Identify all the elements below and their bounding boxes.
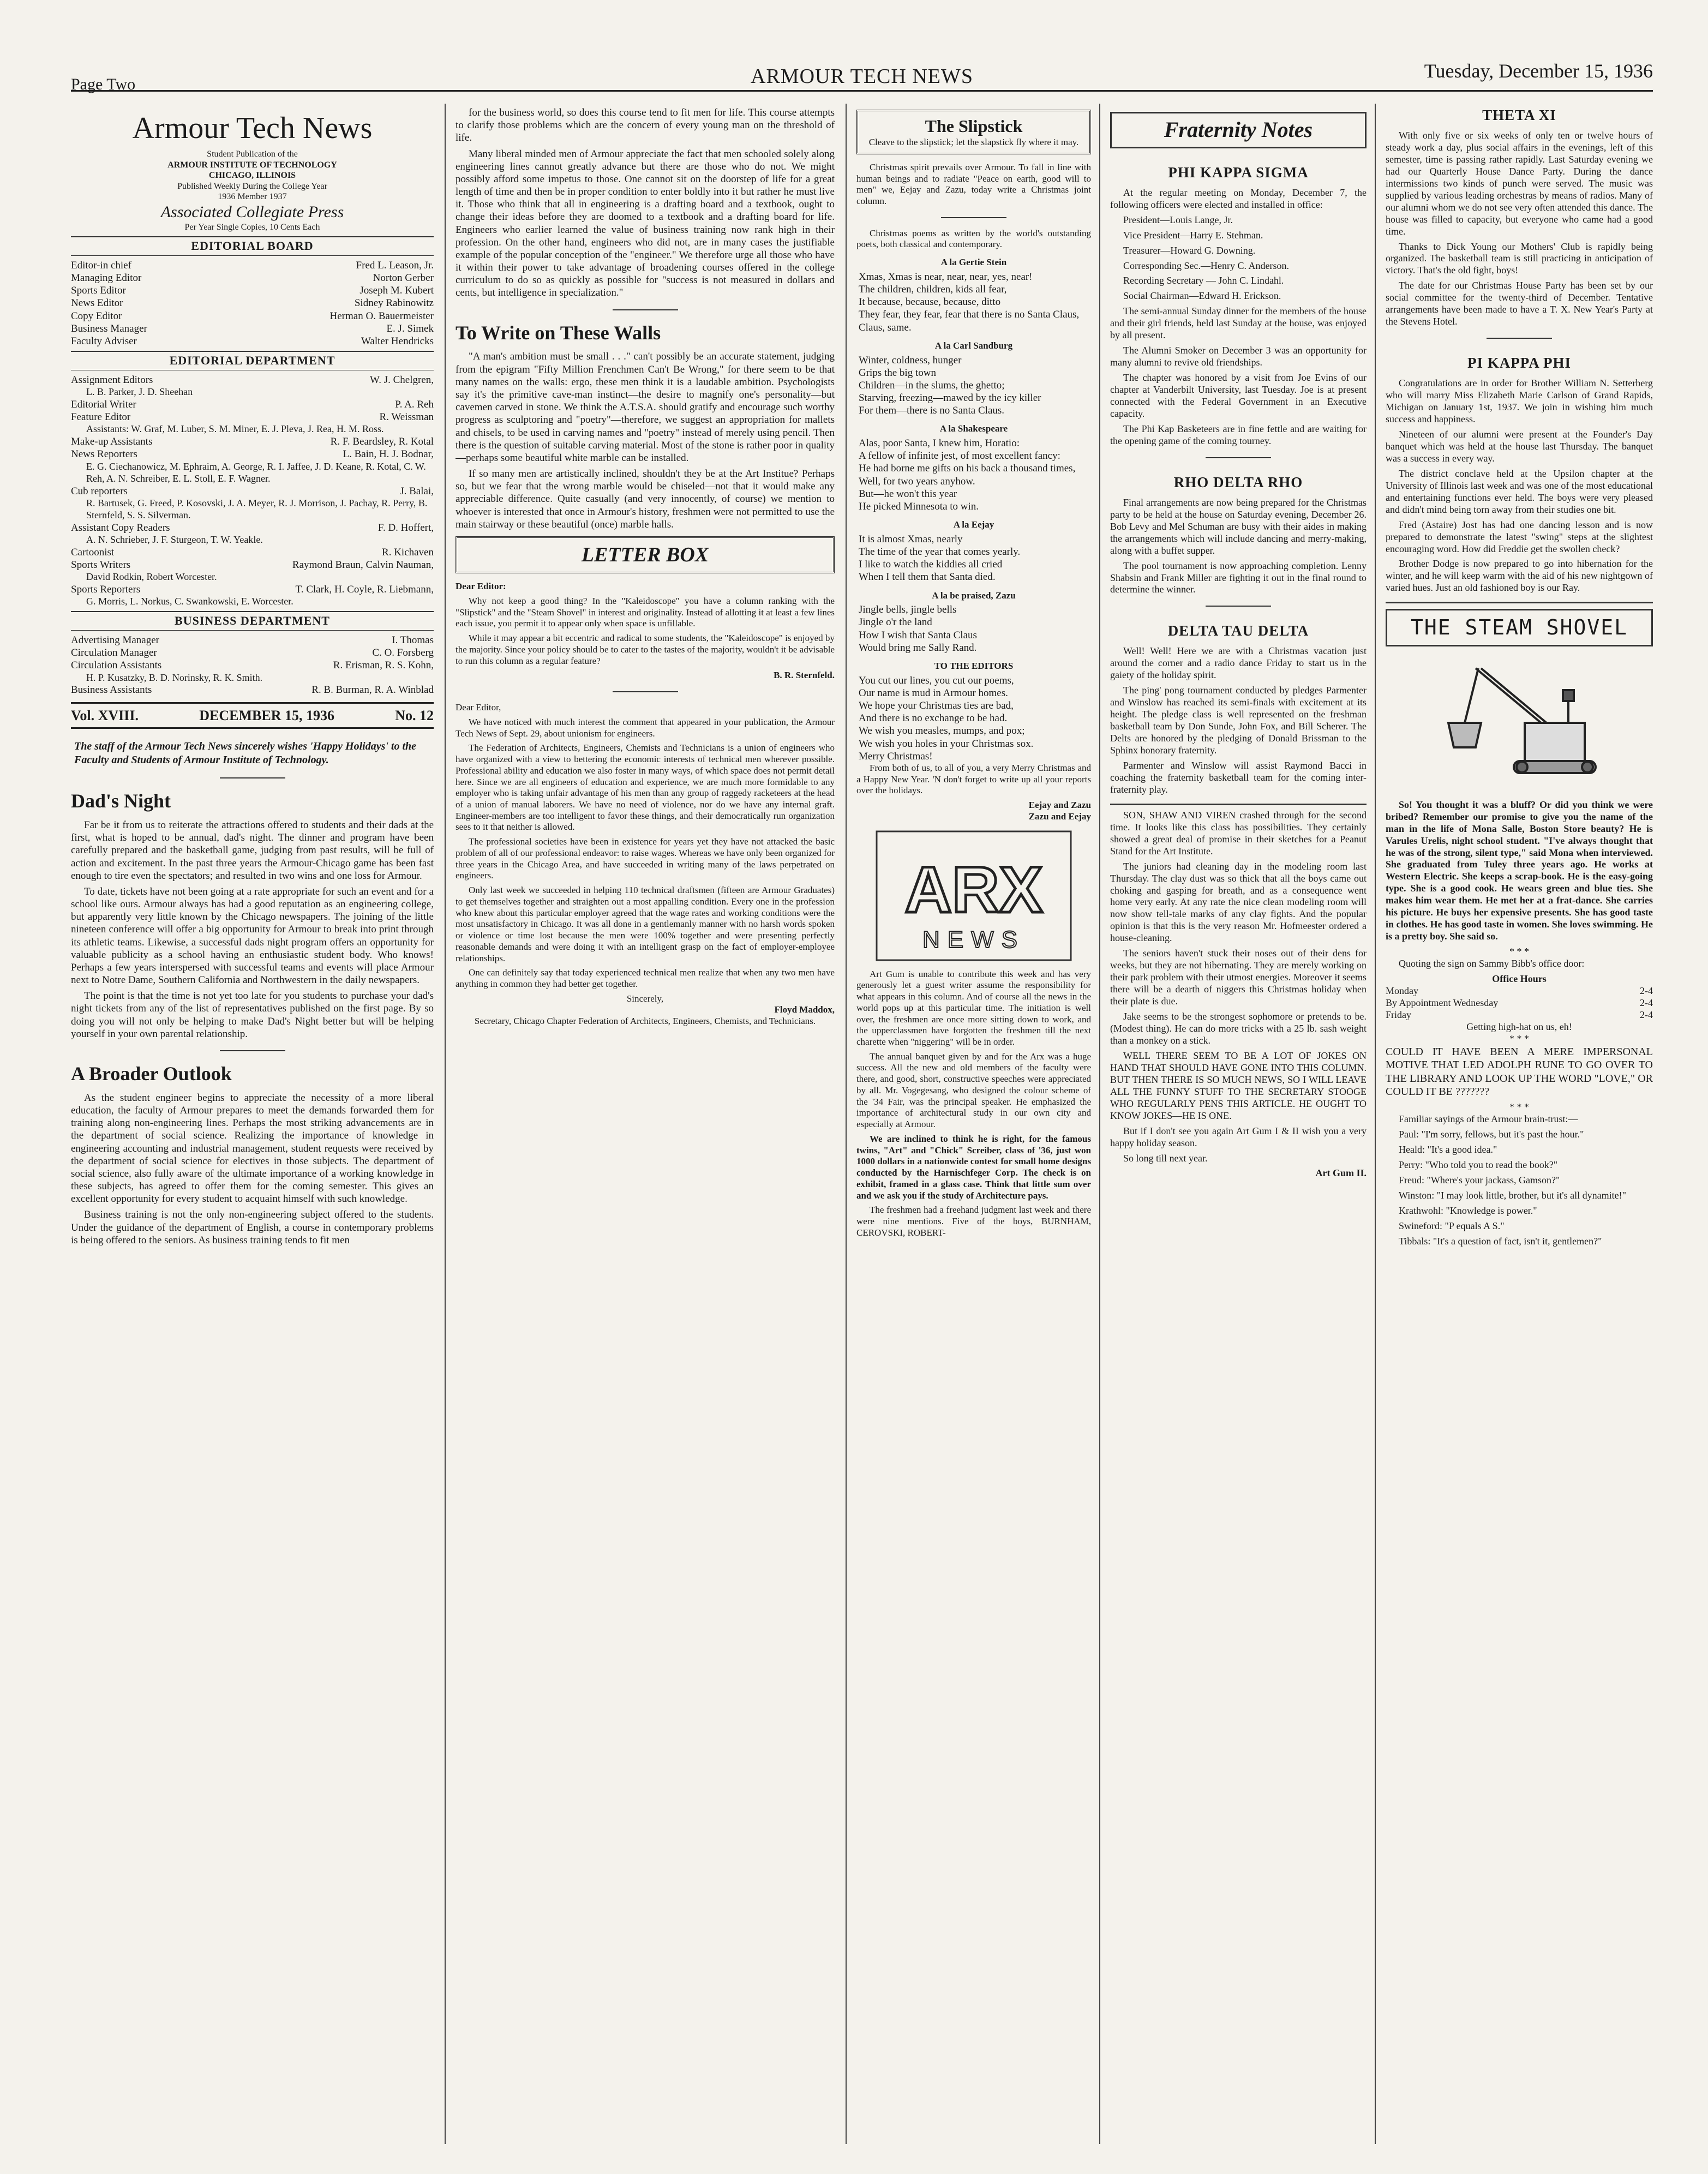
theta-xi-body (1386, 130, 1653, 328)
divider (613, 691, 678, 692)
paragraph: If so many men are artistically inclined, shouldn't they be at the Art Institue? Perhaps so, but we fear that the wrong marble would be chiseled—not that it would make any appreciable difference. Quite casually (and very innocently, of course) we mention to whoever is interested that once in Armour's history, freshmen were not permitted to use the main stairway or these beautiful (once) marble halls. (456, 468, 835, 530)
paragraph: Only last week we succeeded in helping 110 technical draftsmen (fifteen are Armour Graduates) to get themselves together and straighten out a most appalling condition. Every one in the profession who knew about this particular employer agreed that the wage rates and working conditions were the most unsatisfactory in Chicago. It was all done in a gentlemanly manner with no harsh words spoken or violence or time lost because the men were 100% together and were presenting perfectly reasonable demands and were doing it with an intelligent grasp on the fact of employer-employee relationships. (456, 885, 835, 963)
staff-name: R. B. Burman, R. A. Winblad (311, 684, 434, 696)
issue-number: No. 12 (395, 707, 434, 723)
paragraph: SON, SHAW AND VIREN crashed through for the second time. It looks like this class has possibilities. They certainly showed a great deal of promise in their sketches for a Peanut Stand for the Art Institute. (1110, 809, 1367, 857)
delta-tau-delta-body (1110, 645, 1367, 795)
paragraph: Far be it from us to reiterate the attractions offered to students and their dads at the first, what is hoped to be annual, dad's night. The dinner and program have been carefully prepared and the basketball game, judging from past results, will be full of action and excitement. In the past three years the Armour-Chicago game has been fast enough to tire even the spectators; and resulted in two wins and one loss for Armour. (71, 819, 434, 882)
high-hat-line: Getting high-hat on us, eh! (1466, 1021, 1572, 1032)
staff-role: News Reporters (71, 448, 137, 460)
staff-row (71, 684, 434, 696)
paragraph: The Phi Kap Basketeers are in fine fettle and are waiting for the opening game of the coming tourney. (1110, 423, 1367, 446)
staff-role: Managing Editor (71, 272, 142, 284)
section-divider (1386, 602, 1653, 603)
paragraph: The Alumni Smoker on December 3 was an opportunity for many alumni to revive old friendships. (1110, 345, 1367, 368)
masthead-line: ARMOUR INSTITUTE OF TECHNOLOGY (167, 160, 337, 170)
staff-row (71, 435, 434, 448)
staff-row (71, 259, 434, 272)
staff-name: R. Erisman, R. S. Kohn, (333, 660, 434, 672)
staff-name: F. D. Hoffert, (377, 522, 434, 534)
paragraph: The date for our Christmas House Party has been set by our social committee for the twenty-third of December. Tentative arrangements have been made to have a T. X. New Year's Party at the Stevens Hotel. (1386, 280, 1653, 327)
arx-body (856, 969, 1091, 1130)
staff-name: Fred L. Leason, Jr. (356, 259, 434, 271)
letter-salutation: Dear Editor: (456, 581, 506, 592)
office-hours-row (1386, 997, 1653, 1009)
poem-heading: A la Gertie Stein (940, 257, 1007, 268)
poem-text: You cut our lines, you cut our poems, Our name is mud in Armour homes. We hope your Christmas ties are bad, And there is no exchange to be had. We wish you measles, mumps, and pox; We wish you holes in your Christmas sox. Merry Christmas! (859, 674, 1034, 762)
staff-row (71, 546, 434, 559)
column-rule (846, 104, 847, 2144)
staff-row (71, 634, 434, 646)
broader-outlook-title: A Broader Outlook (71, 1062, 232, 1085)
staff-extra: Assistants: W. Graf, M. Luber, S. M. Miner, E. J. Pleva, J. Rea, H. M. Ross. (86, 423, 384, 435)
masthead (71, 110, 434, 233)
theta-xi-title: THETA XI (1482, 107, 1556, 123)
paragraph: The district conclave held at the Upsilon chapter at the University of Illinois last week and was one of the most educational and entertaining functions ever held. The boys were very pleased and didn't mind being torn away from their studies one bit. (1386, 468, 1653, 515)
masthead-line: Student Publication of the (207, 149, 298, 159)
divider (941, 217, 1006, 218)
saying: Swineford: "P equals A S." (1399, 1220, 1505, 1231)
column-4 (1110, 106, 1367, 2147)
section-stars: * * * (1509, 946, 1529, 957)
paragraph: Recording Secretary — John C. Lindahl. (1123, 275, 1284, 286)
paragraph: Vice President—Harry E. Stehman. (1123, 229, 1263, 241)
office-hours-day: Monday (1386, 985, 1418, 996)
staff-role: Business Assistants (71, 684, 152, 696)
volume-date: DECEMBER 15, 1936 (199, 707, 334, 723)
arx-logo-subtext: NEWS (922, 926, 1025, 953)
letter-1 (456, 596, 835, 667)
arx-last-paragraph: The freshmen had a freehand judgment last week and there were nine mentions. Five of the boys, BURNHAM, CEROVSKI, ROBERT- (856, 1205, 1091, 1238)
paragraph: Nineteen of our alumni were present at the Founder's Day banquet which was held at the house last Thursday. The banquet was a success in every way. (1386, 428, 1653, 464)
poem-heading: A la Shakespeare (939, 423, 1008, 434)
staff-name: R. F. Beardsley, R. Kotal (330, 436, 434, 448)
staff-row (71, 272, 434, 284)
staff-extra: R. Bartusek, G. Freed, P. Kosovski, J. A. Meyer, R. J. Morrison, J. Pachay, R. Perry, B. Sternfeld, S. S. Silverman. (86, 497, 428, 520)
paragraph: Parmenter and Winslow will assist Raymond Bacci in coaching the fraternity basketball team for the coming inter-fraternity play. (1110, 759, 1367, 795)
paragraph: Corresponding Sec.—Henry C. Anderson. (1123, 260, 1289, 271)
divider (1206, 457, 1271, 458)
paragraph: Why not keep a good thing? In the "Kaleidoscope" you have a column ranking with the "Slipstick" and the "Steam Shovel" in interest and originality. Instead of allotting it at least a few lines each issue, you permit it to appear only when space is unfillable. (456, 595, 835, 629)
steam-shovel-illustration (1432, 652, 1607, 794)
sayings-list (1386, 1129, 1653, 1248)
staff-role: Business Manager (71, 322, 147, 334)
delta-tau-delta-title: DELTA TAU DELTA (1167, 622, 1309, 639)
staff-extra: A. N. Schrieber, J. F. Sturgeon, T. W. Yeakle. (86, 534, 263, 545)
paragraph: To date, tickets have not been going at a rate appropriate for such an event and for a school like ours. Armour always has had a good reputation as an engineering college, but apparently very little known by the Chicago newspapers. The joining of the little nineteen conference will offer a big opportunity for Armour to break into print through its athletic teams. Likewise, a successful dads night program offers an opportunity for valuable publicity as a school having an enthusiastic student body. Who knows! Perhaps a few years interspersed with successful teams and events will place Armour next to Notre Dame, Southern California and Northwestern in the daily newspapers. (71, 885, 434, 986)
phi-kappa-sigma-body (1110, 187, 1367, 447)
rho-delta-rho-title: RHO DELTA RHO (1173, 474, 1303, 490)
poem-text: Alas, poor Santa, I knew him, Horatio: A fellow of infinite jest, of most excellent fancy: He had borne me gifts on his back a thousand times, Well, for two years anyhow. But—he won't this year He picked Minnesota to win. (859, 438, 1076, 512)
staff-name: P. A. Reh (395, 398, 434, 410)
paragraph: The juniors had cleaning day in the modeling room last Thursday. The clay dust was so thick that all the boys came out choking and gasping for breath, and as a consequence went home very early. At any rate the nice clean modeling room will now show tell-tale marks of any clay fights. And the popular opinion is that this is the very reason Mr. Hofmeester ordered a house-cleaning. (1110, 860, 1367, 944)
office-hours-day: By Appointment Wednesday (1386, 997, 1499, 1008)
slipstick-outro: From both of us, to all of you, a very Merry Christmas and a Happy New Year. 'N don't forget to write up all your reports over the holidays. (856, 762, 1091, 796)
paragraph: At the regular meeting on Monday, December 7, the following officers were elected and installed in office: (1110, 187, 1367, 210)
staff-row (71, 284, 434, 297)
paragraph: The ping' pong tournament conducted by pledges Parmenter and Winslow has reached its semi-finals with excitement at its height. The pledge class is well represented on the freshman basketball team by Don Sunde, John Fox, and Bill Scherer. The Delts are honored by the pledging of Donald Brissman to the Sphinx honorary fraternity. (1110, 685, 1367, 756)
staff-name: Sidney Rabinowitz (354, 297, 434, 309)
staff-row (71, 297, 434, 309)
arx-news-logo (876, 830, 1072, 961)
staff-extra: E. G. Ciechanowicz, M. Ephraim, A. George, R. I. Jaffee, J. D. Keane, R. Kotal, C. W. Reh, A. N. Schreiber, E. L. Stoll, E. F. Wagner. (86, 460, 426, 484)
staff-role: Circulation Manager (71, 647, 157, 659)
fraternity-notes-title: Fraternity Notes (1110, 112, 1367, 148)
poem-text: Xmas, Xmas is near, near, near, yes, near! The children, children, kids all fear, It because, because, because, ditto They fear, they fear, fear that there is no Santa Claus, Claus, same. (859, 271, 1080, 333)
arx-continued (1110, 810, 1367, 1165)
paragraph: Social Chairman—Edward H. Erickson. (1123, 290, 1281, 302)
column-1 (71, 106, 434, 2147)
paragraph: for the business world, so does this course tend to fit men for life. This course attempts to clarify those problems which are the concern of every young man on the threshold of life. (456, 107, 835, 144)
paragraph: The seniors haven't stuck their noses out of their dens for weeks, but they are not hibernating. They are merely working on their park problem with their utmost energies. Moreover it seems there will be a dearth of niggers this Christmas holiday when their plate is due. (1110, 948, 1367, 1007)
poem-heading: TO THE EDITORS (934, 660, 1014, 671)
paragraph: Final arrangements are now being prepared for the Christmas party to be held at the house on Saturday evening, December 26. Bob Levy and Mel Schuman are busy with their aides in making the arrangements which will include dancing and merry-making, along with a buffet supper. (1110, 496, 1367, 556)
paragraph: The semi-annual Sunday dinner for the members of the house and their girl friends, held last Sunday at the house, was enjoyed by all present. (1110, 306, 1367, 341)
rho-delta-rho-body (1110, 497, 1367, 596)
staff-extra: David Rodkin, Robert Worcester. (86, 571, 217, 583)
page-header (71, 52, 1653, 92)
saying: Perry: "Who told you to read the book?" (1399, 1159, 1558, 1171)
saying: Krathwohl: "Knowledge is power." (1399, 1205, 1537, 1216)
paragraph: One can definitely say that today experienced technical men realize that when any two men have anything in common they had better get together. (456, 967, 835, 990)
letter-2 (456, 717, 835, 990)
office-hours-time: 2-4 (1640, 997, 1653, 1008)
staff-role: Make-up Assistants (71, 436, 153, 448)
staff-row (71, 448, 434, 460)
staff-row (71, 411, 434, 423)
paragraph: Jake seems to be the strongest sophomore or pretends to be. (Modest thing). He can do more tricks with a 25 lb. sash weight than a monkey on a stick. (1110, 1011, 1367, 1046)
paragraph: The annual banquet given by and for the Arx was a huge success. All the new and old members of the faculty were there, and good, short, constructive speeches were appreciated by all. Mr. Vogegesang, who designed the colour scheme of the '34 Fair, was the principal speaker. He emphasized the importance of architectural study in our own city and especially at Armour. (856, 1051, 1091, 1130)
walls-title: To Write on These Walls (456, 321, 661, 344)
paragraph: But if I don't see you again Art Gum I & II wish you a very happy holiday season. (1110, 1125, 1367, 1148)
newspaper-page (71, 52, 1653, 2147)
office-hours-row (1386, 985, 1653, 997)
divider (613, 309, 678, 310)
masthead-line: Published Weekly During the College Year (177, 181, 327, 191)
saying: Winston: "I may look little, brother, but it's all dynamite!" (1399, 1190, 1626, 1201)
staff-role: News Editor (71, 297, 123, 309)
section-stars: * * * (1509, 1101, 1529, 1113)
staff-name: J. Balai, (400, 485, 434, 497)
pi-kappa-phi-title: PI KAPPA PHI (1467, 355, 1571, 372)
section-stars: * * * (1509, 1033, 1529, 1044)
sign-intro: Quoting the sign on Sammy Bibb's office door: (1399, 958, 1585, 969)
paragraph: Well! Well! Here we are with a Christmas vacation just around the corner and a radio dance Friday to start us in the gaiety of the holiday spirit. (1110, 645, 1367, 681)
paragraph: Thanks to Dick Young our Mothers' Club is rapidly being organized. The basketball team is still practicing in anticipation of victory. That's the old fight, boys! (1386, 241, 1653, 276)
caps-paragraph: COULD IT HAVE BEEN A MERE IMPERSONAL MOTIVE THAT LED ADOLPH RUNE TO GO OVER TO THE LIBRARY AND LOOK UP THE WORD "LOVE," OR COULD IT BE ??????? (1386, 1045, 1653, 1098)
staff-role: Circulation Assistants (71, 660, 162, 672)
paragraph: Brother Dodge is now prepared to go into hibernation for the winter, and he will keep warm with the aid of his new nightgown of varied hues. Just an old fashioned boy is our Ray. (1386, 558, 1653, 594)
dads-night-body (71, 819, 434, 1040)
press-logo: Associated Collegiate Press (160, 202, 344, 221)
staff-role: Cub reporters (71, 485, 128, 497)
staff-name: E. J. Simek (386, 322, 434, 334)
staff-role: Copy Editor (71, 310, 122, 322)
masthead-line: CHICAGO, ILLINOIS (208, 171, 296, 181)
masthead-title: Armour Tech News (132, 111, 373, 145)
column-5 (1386, 106, 1653, 2147)
staff-name: Walter Hendricks (361, 335, 434, 347)
poem-heading: A la be praised, Zazu (932, 590, 1016, 601)
slipstick-poems (856, 257, 1091, 763)
poem-text: Winter, coldness, hunger Grips the big town Children—in the slums, the ghetto; Starving, freezing—mawed by the icy killer For them—there is no Santa Claus. (859, 354, 1041, 417)
staff-row (71, 559, 434, 571)
divider (220, 1050, 285, 1051)
staff-row (71, 398, 434, 411)
slipstick-title: The Slipstick (925, 116, 1023, 136)
paragraph: Fred (Astaire) Jost has had one dancing lesson and is now prepared to demonstrate the latest "swing" steps at the slightest encouraging word. How did Freddie get the swollen check? (1386, 519, 1653, 554)
saying: Heald: "It's a good idea." (1399, 1144, 1497, 1155)
business-department-heading: BUSINESS DEPARTMENT (71, 611, 434, 631)
staff-name: Herman O. Bauermeister (329, 310, 434, 322)
slipstick-header (856, 110, 1091, 154)
poem-text: It is almost Xmas, nearly The time of the year that comes yearly. I like to watch the kiddies all cried When I tell them that Santa died. (859, 533, 1021, 583)
arx-logo-text: ARX (904, 853, 1043, 926)
staff-row (71, 322, 434, 335)
pi-kappa-phi-body (1386, 378, 1653, 594)
staff-name: R. Kichaven (382, 546, 434, 558)
letter-box-body (456, 581, 835, 1027)
poem-heading: A la Eejay (953, 519, 994, 530)
paragraph: While it may appear a bit eccentric and radical to some students, the "Kaleidoscope" is enjoyed by the majority. Since your policy should be to cater to the tastes of the majority, wouldn't it be advisable to run this column as a regular feature? (456, 633, 835, 666)
staff-name: Norton Gerber (373, 272, 434, 284)
paragraph: The chapter was honored by a visit from Joe Evins of our chapter at Vanderbilt University, last Tuesday. Joe is at present connected with the Federal Government in an Executive capacity. (1110, 372, 1367, 419)
paragraph: The Federation of Architects, Engineers, Chemists and Technicians is a union of engineers who have organized with a view to bettering the economic interests of technical men wherever possible. Professional ability and education we also foster in many ways, of which space does not permit detail here. Since we are all engineers of education and experience, we are much more formidable to any employer who is taking unfair advantage of his men than any group of raggedy racketeers at the head of a union of manual laborers. We have no need of violence, nor do we have any internal graft. Engineer-members are too intelligent to favor these things, and their democratically run organization sees to it that neither is allowed. (456, 742, 835, 833)
paragraph: With only five or six weeks of only ten or twelve hours of steady work a day, plus social affairs in the evenings, left of this semester, time is passing rather rapidly. Last Saturday evening we had our Quarterly House Dance Party. During the dance intermissions two kinds of punch were served. The music was supplied by various leading orchestras by means of radios. Many of our alumni whom we do not see very often attended this dance. The house was filled to capacity, but everyone who came had a good time. (1386, 129, 1653, 237)
arx-bold-paragraph: We are inclined to think he is right, for the famous twins, "Art" and "Chick" Screiber, class of '36, just won 1000 dollars in a nationwide contest for small home designs conducted by the Harnischfeger Corp. The check is on exhibit, framed in a glass case. Think that little sum over and we ask you if the study of Architecture pays. (856, 1133, 1091, 1201)
phi-kappa-sigma-title: PHI KAPPA SIGMA (1168, 164, 1309, 181)
page-number: Page Two (71, 75, 136, 93)
staff-name: R. Weissman (379, 411, 434, 423)
column-rule (1099, 104, 1100, 2144)
staff-name: T. Clark, H. Coyle, R. Liebmann, (295, 584, 434, 596)
paragraph: "A man's ambition must be small . . ." can't possibly be an accurate statement, judging from the epigram "Fifty Million Frenchmen Can't Be Wrong," for there seem to be that many names on the walls: ergo, these men think it is a laudable ambition. Psychologists say it's the primitive cave-man instinct—the desire to magnify one's personality—but cavemen carved in stone. We think the A.T.S.A. should gratify and encourage such worthy progress as sculptoring and "poetry"—therefore, we suggest an appropriation for mallets and chisels, to be used in carving names and "poetry" instead of merely using pencil. Then there is the question of suitable carving material. Most of the stone is rather poor in quality—perhaps some beautiful white marble can be installed. (456, 351, 835, 464)
steam-shovel-bold-paragraph: So! You thought it was a bluff? Or did you think we were bribed? Remember our promise to give you the name of the man in the life of Mona Salle, Boston Store beauty? He is Varules Urelis, night school student. "I've always thought that he was of the strong, silent type," said Mona when interviewed. She graduated from Tuley three years ago. He works at Western Electric. She keeps a scrap-book. He is the easy-going type. She is a good cook. He wears green and blue ties. She makes him wear them. He met her at a frat-dance. She carries his picture. He buys her expensive presents. She has good taste in clothes. He has good taste in women. She loves swimming. He is a pretty boy. She said so. (1386, 799, 1653, 942)
volume: Vol. XVIII. (71, 707, 139, 723)
office-hours-time: 2-4 (1640, 1009, 1653, 1020)
editorial-board-heading: EDITORIAL BOARD (71, 236, 434, 256)
paragraph: Congratulations are in order for Brother William N. Setterberg who will marry Miss Elizabeth Marie Carlson of Grand Rapids, Michigan on January 1st, 1937. We join in wishing him much success and happiness. (1386, 378, 1653, 424)
paragraph: So long till next year. (1123, 1152, 1208, 1164)
slipstick-signature: Eejay and Zazu (1028, 800, 1091, 811)
staff-row (71, 583, 434, 596)
column-rule (1375, 104, 1376, 2144)
staff-row (71, 522, 434, 534)
staff-role: Sports Editor (71, 285, 126, 297)
paper-name: ARMOUR TECH NEWS (751, 65, 973, 88)
steam-shovel-title: THE STEAM SHOVEL (1386, 609, 1653, 646)
volume-line (71, 702, 434, 729)
broader-outlook-body (71, 1092, 434, 1247)
subscription-price: Per Year Single Copies, 10 Cents Each (184, 223, 320, 232)
poem-text: Jingle bells, jingle bells Jingle o'r the land How I wish that Santa Claus Would bring me Sally Rand. (859, 604, 977, 654)
staff-name: L. Bain, H. J. Bodnar, (343, 448, 434, 460)
staff-name: Raymond Braun, Calvin Nauman, (292, 559, 434, 571)
column-rule (445, 104, 446, 2144)
column-2 (456, 106, 835, 2147)
saying: Tibbals: "It's a question of fact, isn't it, gentlemen?" (1399, 1235, 1602, 1247)
staff-role: Advertising Manager (71, 634, 159, 646)
slipstick-motto: Cleave to the slipstick; let the slapstick fly where it may. (868, 137, 1079, 148)
paragraph: Treasurer—Howard G. Downing. (1123, 244, 1256, 256)
editorial-department-list (71, 374, 434, 608)
saying: Freud: "Where's your jackass, Gamson?" (1399, 1175, 1560, 1186)
office-hours-day: Friday (1386, 1009, 1411, 1020)
letter-1-signature: B. R. Sternfeld. (774, 670, 835, 681)
paragraph: The professional societies have been in existence for years yet they have not attacked the basic problem of all of our professional endeavor: to raise wages. Whereas we have only been organized for three years in the Chicago Area, and have succeeded in writing many of the laws perpetrated on engineers. (456, 836, 835, 881)
staff-name: W. J. Chelgren, (370, 374, 434, 386)
office-hours-row (1386, 1009, 1653, 1021)
editorial-department-heading: EDITORIAL DEPARTMENT (71, 351, 434, 370)
staff-role: Feature Editor (71, 411, 131, 423)
dads-night-title: Dad's Night (71, 790, 171, 812)
sayings-intro: Familiar sayings of the Armour brain-trust:— (1399, 1113, 1578, 1125)
letter-closing: Sincerely, (626, 993, 664, 1004)
divider (1487, 338, 1552, 339)
business-department-list (71, 634, 434, 697)
holiday-note: The staff of the Armour Tech News sincerely wishes 'Happy Holidays' to the Faculty and Students of Armour Institute of Technology. (74, 740, 417, 766)
poem-heading: A la Carl Sandburg (934, 340, 1013, 351)
staff-role: Assignment Editors (71, 374, 153, 386)
staff-row (71, 374, 434, 386)
paragraph: As the student engineer begins to appreciate the necessity of a more liberal education, the faculty of Armour prepares to meet the demands forwarded them for training along non-engineering lines. Perhaps the most striking advancements are in the department of social science. Realizing the importance of knowledge in engineering accounting and industrial management, student requests were received by the department of social science for electives in those subjects. The department of social science, also fully aware of the ultimate importance of a working knowledge in these subjects, has agreed to offer them for the coming semester. This gives an excellent opportunity for every student to acquaint himself with such knowledge. (71, 1092, 434, 1205)
staff-role: Editor-in chief (71, 259, 131, 271)
staff-row (71, 310, 434, 322)
office-hours-time: 2-4 (1640, 985, 1653, 996)
paragraph: Business training is not the only non-engineering subject offered to the students. Under the guidance of the department of English, a course in contemporary problems is being offered to the seniors. As business training tends to fit men (71, 1209, 434, 1246)
office-hours-title: Office Hours (1492, 973, 1547, 985)
staff-role: Cartoonist (71, 546, 115, 558)
paragraph: Art Gum is unable to contribute this week and has very generously let a guest writer assume the responsibility for what appears in this column. And of course all the news in the world pops up at this particular time. The initiation is well over, the freshmen are once more sitting down to work, and the upperclassmen have forgotten the freshmen till the next charette when "niggering" will be in order. (856, 968, 1091, 1047)
walls-body (456, 350, 835, 530)
paragraph: The point is that the time is not yet too late for you students to purchase your dad's night tickets from any of the list of representatives published on the first page. By so doing you will not only be helping to make Dad's Night better but will be helping yourself in your own parental relationship. (71, 990, 434, 1040)
slipstick-signature-2: Zazu and Eejay (1028, 811, 1091, 822)
paragraph: WELL THERE SEEM TO BE A LOT OF JOKES ON HAND THAT SHOULD HAVE GONE INTO THIS COLUMN. BUT THEN THERE IS SO MUCH NEWS, SO I WILL LEAVE ALL THE FUNNY STUFF TO THE SECRETARY STOOGE WHO REGULARLY PENS THIS ARTICLE. HE OUGHT TO KNOW JOKES—HE IS ONE. (1110, 1050, 1367, 1121)
staff-extra: H. P. Kusatzky, B. D. Norinsky, R. K. Smith. (86, 672, 263, 683)
staff-extra: L. B. Parker, J. D. Sheehan (86, 386, 193, 398)
letter-2-signature-title: Secretary, Chicago Chapter Federation of Architects, Engineers, Chemists, and Technicians. (474, 1016, 816, 1027)
paragraph: The pool tournament is now approaching completion. Lenny Shabsin and Frank Miller are fighting it out in the final round to determine the winner. (1110, 560, 1367, 595)
divider (1206, 606, 1271, 607)
staff-row (71, 485, 434, 498)
column-3 (856, 106, 1091, 2147)
staff-row (71, 659, 434, 672)
slipstick-intro-2: Christmas poems as written by the world's outstanding poets, both classical and contemporary. (856, 227, 1091, 250)
issue-date: Tuesday, December 15, 1936 (1424, 60, 1653, 82)
staff-role: Sports Writers (71, 559, 131, 571)
staff-role: Editorial Writer (71, 398, 136, 410)
staff-role: Assistant Copy Readers (71, 522, 170, 534)
masthead-member: 1936 Member 1937 (218, 192, 287, 202)
broader-outlook-continued (456, 106, 835, 300)
staff-role: Sports Reporters (71, 584, 141, 596)
section-divider (1110, 804, 1367, 805)
paragraph: We have noticed with much interest the comment that appeared in your publication, the Armour Tech News of Sept. 29, about unionism for engineers. (456, 716, 835, 739)
staff-name: Joseph M. Kubert (359, 285, 434, 297)
editorial-board-list (71, 259, 434, 348)
staff-extra: G. Morris, L. Norkus, C. Swankowski, E. Worcester. (86, 596, 293, 607)
saying: Paul: "I'm sorry, fellows, but it's past the hour." (1399, 1129, 1584, 1140)
paragraph: Many liberal minded men of Armour appreciate the fact that men schooled solely along engineering lines cannot greatly advance but there are those who do not. We might possibly afford some impetus to those. One cannot sit on the doorstep of life for a great length of time and then be in proper condition to enter boldly into it but rather he must live it. Those who think that all in engineering is a drafting board and a textbook, ought to change their ideas before they are doomed to a textbook and a drafting board for life. Engineers who earlier learned the value of business training now rank high in their profession. On the other hand, engineers who did not, are in many cases the justifiable example of the popular conception of the "engineer." We therefore urge all those who have it within their power to take advantage of broadening courses offered in the college curriculum to do so as quickly as possible for "success is not measured in dollars and cents, but intelligence in specialization." (456, 148, 835, 299)
slipstick-intro: Christmas spirit prevails over Armour. To fall in line with human beings and to radiate "Peace on earth, good will to men" we, Eejay and Zazu, today write a Christmas joint column. (856, 161, 1091, 206)
paragraph: President—Louis Lange, Jr. (1123, 214, 1233, 225)
office-hours-list (1386, 985, 1653, 1021)
staff-name: I. Thomas (392, 634, 434, 646)
letter-box-title: LETTER BOX (456, 536, 835, 573)
divider (220, 777, 285, 778)
staff-row (71, 646, 434, 659)
letter-salutation: Dear Editor, (456, 702, 501, 713)
staff-name: C. O. Forsberg (372, 647, 434, 659)
letter-2-signature: Floyd Maddox, (774, 1004, 835, 1015)
arx-signature: Art Gum II. (1315, 1167, 1367, 1179)
staff-row (71, 335, 434, 348)
staff-role: Faculty Adviser (71, 335, 137, 347)
